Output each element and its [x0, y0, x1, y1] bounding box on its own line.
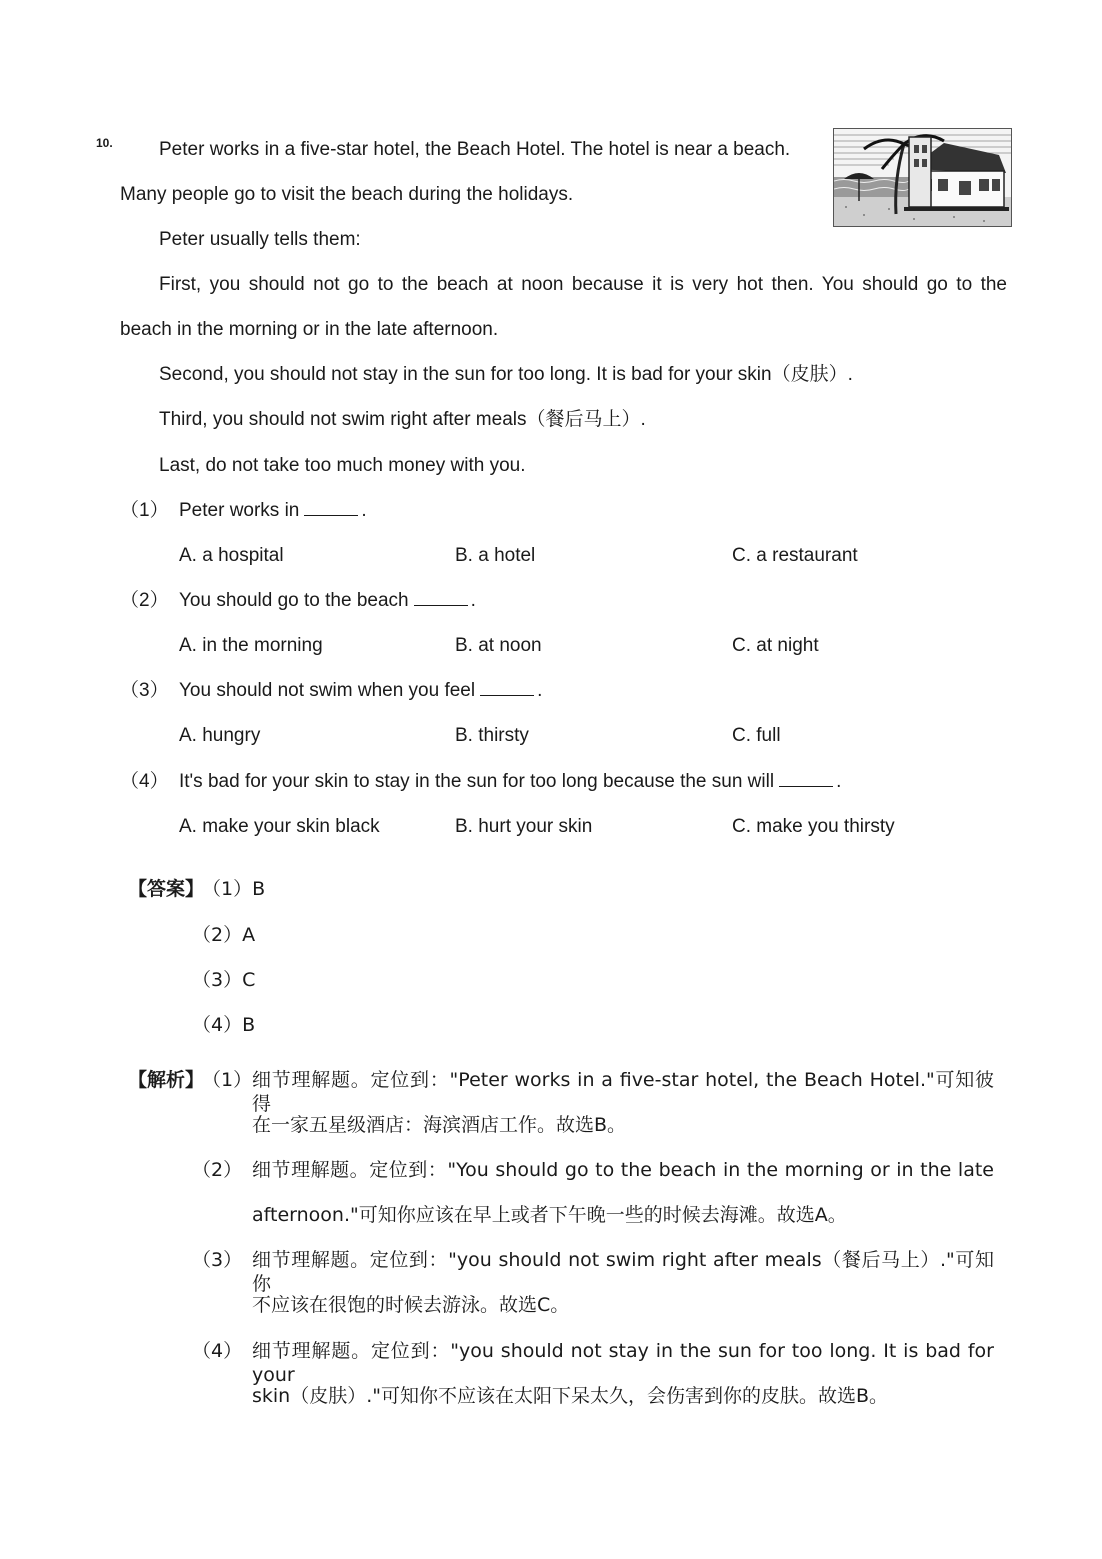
analysis-line: 细节理解题。定位到："you should not stay in the sun for too long. It is bad for your	[252, 1340, 994, 1386]
analysis-line: 在一家五星级酒店：海滨酒店工作。故选B。	[252, 1114, 627, 1136]
analysis-number: （4）	[192, 1340, 243, 1362]
option-c: C. a restaurant	[732, 545, 858, 566]
passage-line: Many people go to visit the beach during the holidays.	[120, 184, 574, 205]
answer-item: （1）B	[202, 878, 266, 900]
passage-line: First, you should not go to the beach at noon because it is very hot then. You should go to the	[159, 274, 1007, 295]
answer-blank	[304, 499, 358, 516]
option-a: A. hungry	[179, 725, 261, 746]
question-stem: You should go to the beach .	[179, 590, 476, 611]
question-stem: It's bad for your skin to stay in the sun for too long because the sun will .	[179, 771, 842, 792]
analysis-line: 细节理解题。定位到："Peter works in a five-star hotel, the Beach Hotel."可知彼得	[252, 1069, 994, 1115]
passage-line: Second, you should not stay in the sun for too long. It is bad for your skin（皮肤）.	[159, 364, 853, 385]
analysis-line: 不应该在很饱的时候去游泳。故选C。	[252, 1294, 570, 1316]
question-stem: You should not swim when you feel .	[179, 680, 543, 701]
analysis-number: （3）	[192, 1249, 243, 1271]
option-c: C. full	[732, 725, 781, 746]
option-c: C. make you thirsty	[732, 816, 895, 837]
analysis-label: 【解析】	[128, 1069, 205, 1091]
answer-item: （2）A	[192, 924, 256, 946]
option-b: B. hurt your skin	[455, 816, 593, 837]
analysis-line: 细节理解题。定位到："you should not swim right after meals（餐后马上）."可知你	[252, 1249, 994, 1295]
option-a: A. a hospital	[179, 545, 284, 566]
answer-item: （3）C	[192, 969, 256, 991]
passage-line: Last, do not take too much money with you.	[159, 455, 526, 476]
analysis-number: （2）	[192, 1159, 243, 1181]
passage-line: Peter usually tells them:	[159, 229, 361, 250]
question-number-label: （2）	[120, 590, 169, 611]
option-a: A. make your skin black	[179, 816, 380, 837]
option-b: B. at noon	[455, 635, 542, 656]
passage-line: beach in the morning or in the late afternoon.	[120, 319, 499, 340]
answer-item: （4）B	[192, 1014, 256, 1036]
analysis-line: skin（皮肤）."可知你不应该在太阳下呆太久，会伤害到你的皮肤。故选B。	[252, 1385, 889, 1407]
option-a: A. in the morning	[179, 635, 323, 656]
option-c: C. at night	[732, 635, 819, 656]
question-number-label: （1）	[120, 500, 169, 521]
passage-line: Peter works in a five-star hotel, the Beach Hotel. The hotel is near a beach.	[159, 139, 791, 160]
beach-hotel-illustration	[833, 128, 1012, 227]
question-number-label: （3）	[120, 680, 169, 701]
answer-blank	[414, 589, 468, 606]
passage-line: Third, you should not swim right after meals（餐后马上）.	[159, 409, 646, 430]
analysis-line: afternoon."可知你应该在早上或者下午晚一些的时候去海滩。故选A。	[252, 1204, 847, 1226]
analysis-number: （1）	[202, 1069, 253, 1091]
option-b: B. thirsty	[455, 725, 529, 746]
analysis-line: 细节理解题。定位到："You should go to the beach in the morning or in the late	[252, 1159, 994, 1181]
question-number: 10.	[96, 136, 113, 150]
question-stem: Peter works in .	[179, 500, 367, 521]
answer-label: 【答案】	[128, 878, 205, 900]
question-number-label: （4）	[120, 771, 169, 792]
answer-blank	[480, 679, 534, 696]
answer-blank	[779, 770, 833, 787]
option-b: B. a hotel	[455, 545, 536, 566]
